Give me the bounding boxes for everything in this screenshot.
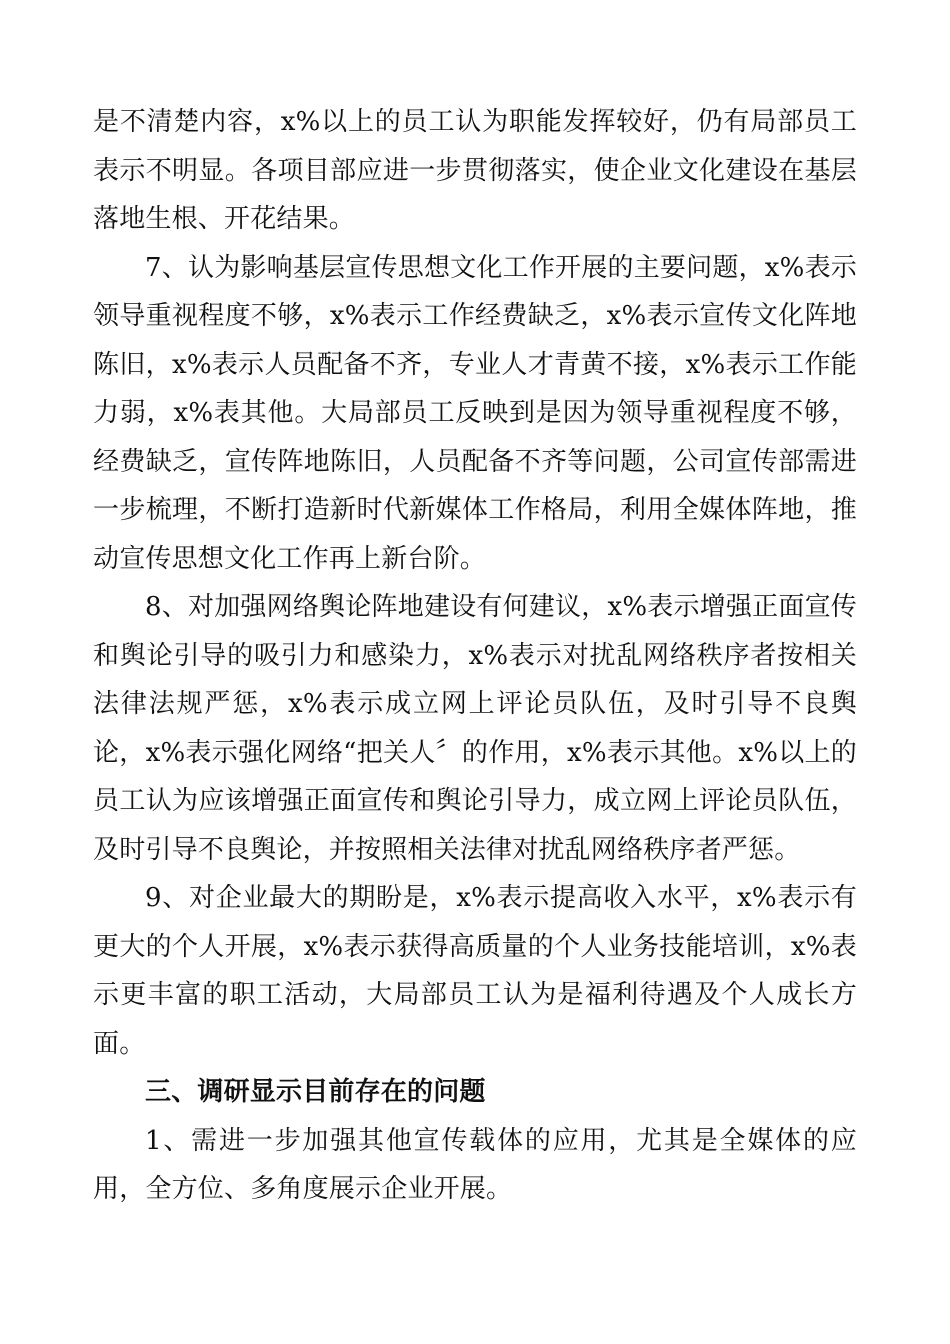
section-heading: 三、调研显示目前存在的问题 [145, 1077, 486, 1107]
paragraph-item-9: 9、对企业最大的期盼是，x%表示提高收入水平，x%表示有更大的个人开展，x%表示获得高质量的个人业务技能培训，x%表示更丰富的职工活动，大局部员工认为是福利待遇及个人成长方面。 [93, 883, 857, 1059]
paragraph-item-8: 8、对加强网络舆论阵地建设有何建议，x%表示增强正面宣传和舆论引导的吸引力和感染力，x%表示对扰乱网络秩序者按相关法律法规严惩，x%表示成立网上评论员队伍，及时引导不良舆论，x%表示强化网络“把关人〞的作用，x%表示其他。x%以上的员工认为应该增强正面宣传和舆论引导力，成立网上评论员队伍，及时引导不良舆论，并按照相关法律对扰乱网络秩序者严惩。 [93, 592, 857, 865]
paragraph-continuation: 是不清楚内容，x%以上的员工认为职能发挥较好，仍有局部员工表示不明显。各项目部应进一步贯彻落实，使企业文化建设在基层落地生根、开花结果。 [93, 107, 857, 234]
paragraph-problem-1: 1、需进一步加强其他宣传载体的应用，尤其是全媒体的应用，全方位、多角度展示企业开展。 [93, 1125, 857, 1204]
paragraph-item-7: 7、认为影响基层宣传思想文化工作开展的主要问题，x%表示领导重视程度不够，x%表示工作经费缺乏，x%表示宣传文化阵地陈旧，x%表示人员配备不齐，专业人才青黄不接，x%表示工作能力弱，x%表其他。大局部员工反映到是因为领导重视程度不够，经费缺乏，宣传阵地陈旧，人员配备不齐等问题，公司宣传部需进一步梳理，不断打造新时代新媒体工作格局，利用全媒体阵地，推动宣传思想文化工作再上新台阶。 [93, 252, 857, 574]
document-body [93, 98, 857, 1214]
